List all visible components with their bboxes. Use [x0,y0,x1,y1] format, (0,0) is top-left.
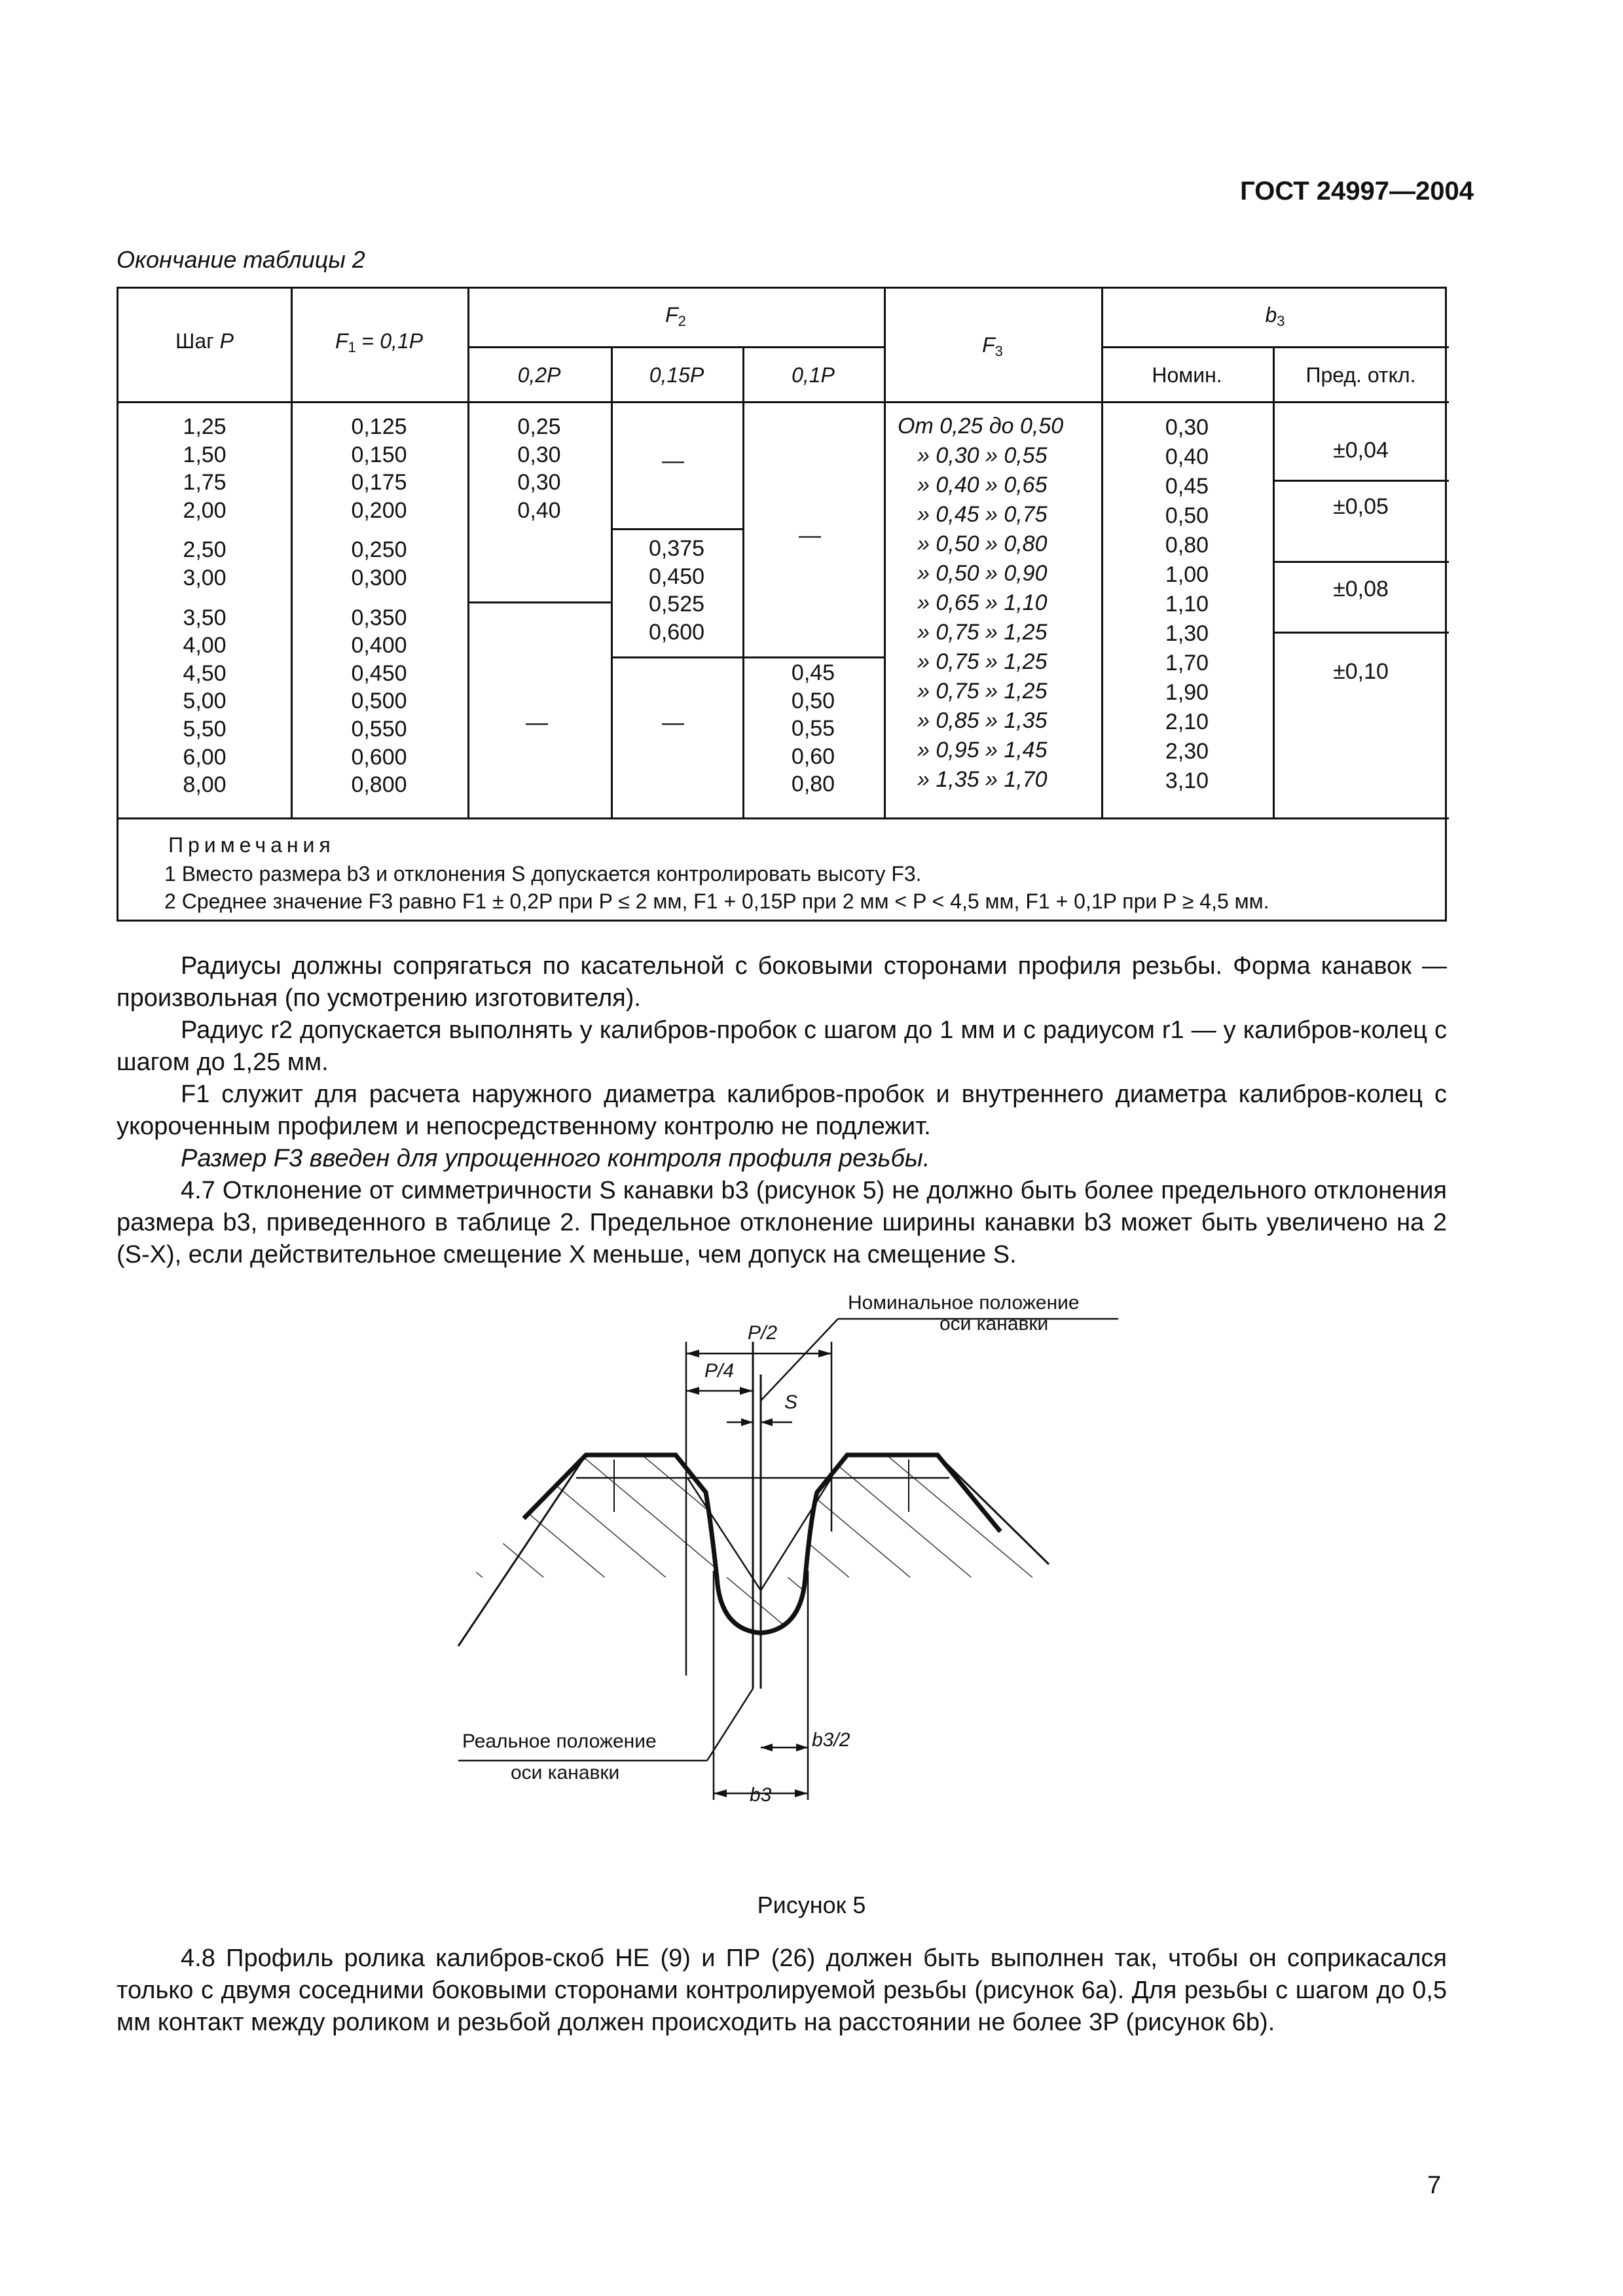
table-hline [467,601,611,603]
dash: — [526,710,548,735]
groove-drawing [452,1296,1172,1839]
column-f3: От 0,25 до 0,50 » 0,30 » 0,55 » 0,40 » 0,65 » 0,45 » 0,75 » 0,50 » 0,80 » 0,50 » 0,90 » 0,65 » 1,10 » 0,75 » 1,25 » 0,75 » 1,25 » 0,75 » 1,25 » 0,85 » 1,35 » 0,95 » 1,45 » 1,35 » 1,70 [898,414,1064,792]
paragraph-radii: Радиусы должны сопрягаться по касательной с боковыми сторонами профиля резьбы. Форма канавок — произвольная (по усмотрению изготовителя). [117,952,1447,1012]
table-2-end [117,287,1447,922]
dimension-b3-half: b3/2 [812,1729,850,1751]
paragraph-radius-r2: Радиус r2 допускается выполнять у калибров-пробок с шагом до 1 мм и с радиусом r1 — у калибров-колец с шагом до 1,25 мм. [117,1016,1447,1076]
table-hline [1273,632,1449,634]
header-b3: $b_3$ [1265,303,1285,329]
column-b3-nominal: 0,30 0,40 0,45 0,50 0,80 1,00 1,10 1,30 1,70 1,90 2,10 2,30 3,10 [1165,415,1209,793]
page-number: 7 [1427,2172,1442,2199]
table-hline [611,528,742,530]
column-f2-015p: 0,375 0,450 0,525 0,600 [648,536,705,645]
table-hline [1273,561,1449,563]
paragraph-f1: F1 служит для расчета наружного диаметра калибров-пробок и внутреннего диаметра калибров-колец с укороченным профилем и непосредственному контролю не подлежит. [117,1081,1447,1140]
figure-5-caption: Рисунок 5 [757,1892,866,1918]
figure-5 [452,1292,1172,1839]
header-f2-015p: 0,15P [649,363,704,387]
paragraph-f3: Размер F3 введен для упрощенного контроля профиля резьбы. [181,1145,930,1172]
table-vline [884,289,886,817]
header-step: Шаг P [175,329,234,353]
table-hline [1101,346,1449,348]
header-b3-nominal: Номин. [1152,363,1222,387]
note-2: 2 Среднее значение F3 равно F1 ± 0,2P при P ≤ 2 мм, F1 + 0,15P при 2 мм < P < 4,5 мм, F1 + 0,1P при P ≥ 4,5 мм. [164,889,1269,913]
b3-deviation: ±0,08 [1333,577,1389,601]
note-1: 1 Вместо размера b3 и отклонения S допускается контролировать высоту F3. [164,862,922,886]
table-hline [611,656,884,658]
column-f2-02p: 0,25 0,30 0,30 0,40 [517,414,561,523]
header-f2: $F_2$ [665,303,686,329]
header-f2-02p: 0,2P [517,363,561,387]
label-real-axis-line2: оси канавки [511,1762,620,1784]
table-hline [1273,480,1449,482]
header-f2-01p: 0,1P [792,363,835,387]
notes-title: Примечания [168,833,335,857]
dash: — [662,448,684,473]
header-b3-deviation: Пред. откл. [1305,363,1416,387]
paragraph-4-8: 4.8 Профиль ролика калибров-скоб НЕ (9) и ПР (26) должен быть выполнен так, чтобы он соприкасался только с двумя соседними боковыми сторонами контролируемой резьбы (рисунок 6a). Для резьбы с шагом до 0,5 мм контакт между роликом и резьбой должен происходить на расстоянии не более 3P (рисунок 6b). [117,1945,1447,2036]
b3-deviation: ±0,10 [1333,659,1389,684]
dimension-s: S [784,1391,798,1413]
b3-deviation: ±0,04 [1333,438,1389,463]
document-id: ГОСТ 24997—2004 [1240,177,1474,206]
label-nominal-axis-line2: оси канавки [939,1313,1049,1335]
header-f3: $F_3$ [982,333,1003,359]
table-hline [467,346,884,348]
dash: — [799,523,821,548]
label-real-axis-line1: Реальное положение [462,1731,657,1752]
b3-deviation: ±0,05 [1333,494,1389,519]
column-f2-01p: 0,45 0,50 0,55 0,60 0,80 [791,660,835,797]
column-f1: 0,125 0,150 0,175 0,200 0,250 0,300 0,350 0,400 0,450 0,500 0,550 0,600 0,800 [351,414,407,798]
table-hline [119,401,1449,403]
dimension-p-quarter: P/4 [704,1360,735,1382]
dash: — [662,710,684,735]
dimension-b3: b3 [750,1784,772,1806]
dimension-p-half: P/2 [748,1322,778,1344]
column-step: 1,25 1,50 1,75 2,00 2,50 3,00 3,50 4,00 4,50 5,00 5,50 6,00 8,00 [183,414,227,798]
table-caption: Окончание таблицы 2 [117,246,365,273]
paragraph-4-7: 4.7 Отклонение от симметричности S канавки b3 (рисунок 5) не должно быть более предельного отклонения размера b3, приведенного в таблице 2. Предельное отклонение ширины канавки b3 может быть увеличено на 2 (S-X), если действительное смещение X меньше, чем допуск на смещение S. [117,1177,1447,1268]
table-hline [119,817,1449,819]
label-nominal-axis-line1: Номинальное положение [848,1292,1080,1314]
header-f1: $F_1 = 0,1P$ [335,329,424,355]
